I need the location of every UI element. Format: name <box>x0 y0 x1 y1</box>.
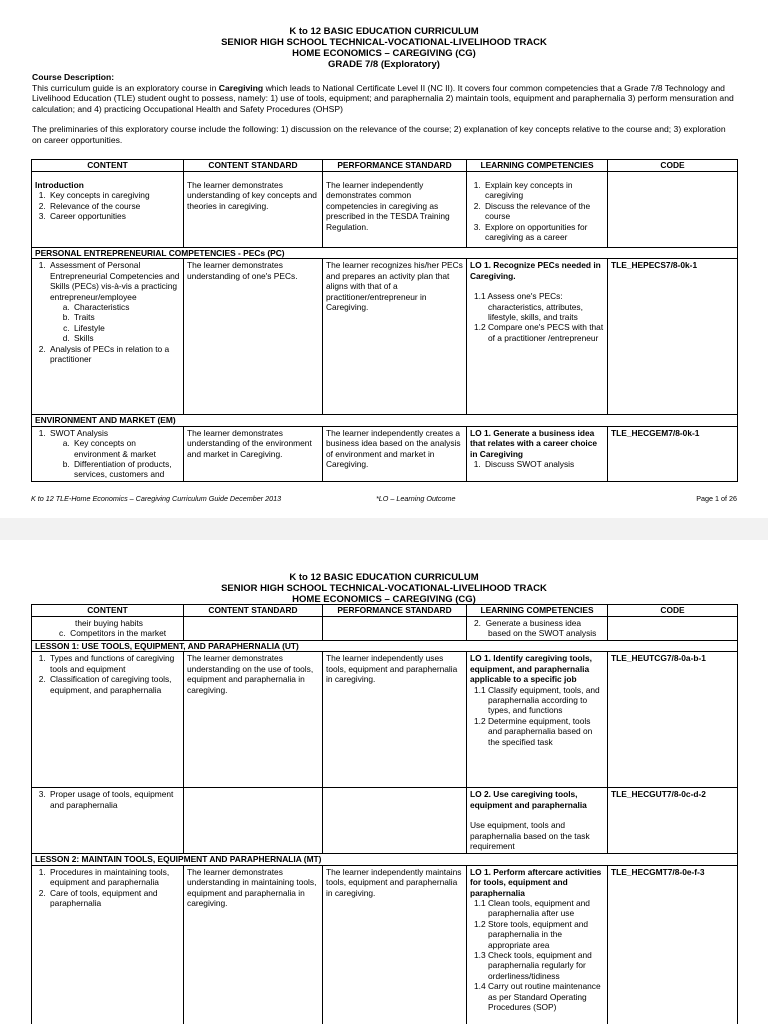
col-content-header: CONTENT <box>32 160 184 172</box>
list-item: 2. Care of tools, equipment and paraphernalia <box>48 888 180 909</box>
intro-competencies <box>470 180 604 242</box>
ut-content-standard: The learner demonstrates understanding on the use of tools, equipment and paraphernalia in caregiving. <box>184 652 323 788</box>
header-line-2: SENIOR HIGH SCHOOL TECHNICAL-VOCATIONAL-LIVELIHOOD TRACK <box>221 37 547 48</box>
course-description-text <box>32 83 736 115</box>
pec-code: TLE_HEPECS7/8-0k-1 <box>608 259 738 415</box>
ut-learning-outcome-1: LO 1. Identify caregiving tools, equipment, and paraphernalia applicable to a specific job <box>470 653 592 685</box>
ut-competency-1-2: 1.2 Determine equipment, tools and paraphernalia based on the specified task <box>474 715 593 747</box>
ut-learning-outcome-2: LO 2. Use caregiving tools, equipment and paraphernalia <box>470 789 587 810</box>
em-code: TLE_HECGEM7/8-0k-1 <box>608 426 738 481</box>
col-learning-competencies-header: LEARNING COMPETENCIES <box>467 605 608 617</box>
intro-list <box>35 190 180 221</box>
header-line-4: GRADE 7/8 (Exploratory) <box>328 59 440 70</box>
pec-performance-standard: The learner recognizes his/her PECs and prepares an activity plan that aligns with that of a practitioner/entrepreneur in Caregiving. <box>323 259 467 415</box>
intro-title: Introduction <box>35 180 84 190</box>
list-item: 3. Proper usage of tools, equipment and paraphernalia <box>48 789 180 810</box>
course-description-heading: Course Description: <box>32 72 115 82</box>
table-header-row <box>32 605 738 617</box>
footer-page-number: Page 1 of 26 <box>696 494 737 503</box>
curriculum-table-page-2 <box>31 604 738 1024</box>
header-line-2: SENIOR HIGH SCHOOL TECHNICAL-VOCATIONAL-LIVELIHOOD TRACK <box>221 583 547 594</box>
list-item: 2. Analysis of PECs in relation to a practitioner <box>48 344 180 365</box>
ut-code-1: TLE_HEUTCG7/8-0a-b-1 <box>608 652 738 788</box>
em-list <box>35 428 180 480</box>
table-row-em <box>32 426 738 481</box>
section-row-em <box>32 415 738 426</box>
ut-2-content-standard <box>184 788 323 854</box>
em-performance-standard: The learner independently creates a business idea based on the analysis of environment and market in Caregiving. <box>323 426 467 481</box>
em-cont-content-standard <box>184 617 323 641</box>
header-line-1: K to 12 BASIC EDUCATION CURRICULUM <box>289 26 479 37</box>
col-code-header: CODE <box>608 160 738 172</box>
ut-performance-standard: The learner independently uses tools, equipment and paraphernalia in caregiving. <box>323 652 467 788</box>
table-row-introduction <box>32 172 738 248</box>
table-row-pecs <box>32 259 738 415</box>
pec-learning-outcome: LO 1. Recognize PECs needed in Caregiving. <box>470 260 601 281</box>
col-code-header: CODE <box>608 605 738 617</box>
em-learning-outcome: LO 1. Generate a business idea that relates with a career choice in Caregiving <box>470 427 598 459</box>
section-row-mt <box>32 854 738 865</box>
section-row-pecs <box>32 248 738 259</box>
section-title-pecs: PERSONAL ENTREPRENEURIAL COMPETENCIES - PECs (PC) <box>32 248 738 259</box>
footer-page-1 <box>31 494 737 503</box>
col-learning-competencies-header: LEARNING COMPETENCIES <box>467 160 608 172</box>
list-item: 1. Procedures in maintaining tools, equipment and paraphernalia <box>48 867 180 888</box>
mt-list <box>35 867 180 909</box>
document-header-page-2 <box>0 572 768 605</box>
mt-code: TLE_HECGMT7/8-0e-f-3 <box>608 865 738 1024</box>
pec-competency-1-1: 1.1 Assess one's PECs: characteristics, attributes, lifestyle, skills, and traits <box>474 291 583 323</box>
list-item: 1. Key concepts in caregiving <box>48 190 180 200</box>
pec-item-1: Assessment of Personal Entrepreneurial Competencies and Skills (PECs) vis-à-vis a practicing entrepreneur/employee <box>50 260 180 302</box>
list-item <box>48 260 180 343</box>
desc-post: which leads to National Certificate Level II (NC II). It covers four common competencies that a Grade 7/8 Technology and Livelihood Education (TLE) student ought to possess, namely: 1) use of tools, equipment; and paraphernalia 2) maintain tools, equipment and paraphernalia 3) perform mensuration and calculation; and 4) practicing Occupational Health and Safety Procedures (OHSP) <box>32 82 734 114</box>
table-row-ut-1 <box>32 652 738 788</box>
em-sublist <box>50 438 180 480</box>
em-sub3: c. Competitors in the market <box>59 628 167 639</box>
em-content-standard: The learner demonstrates understanding of the environment and market in Caregiving. <box>184 426 323 481</box>
section-title-ut: LESSON 1: USE TOOLS, EQUIPMENT, AND PARAPHERNALIA (UT) <box>32 641 738 652</box>
list-item: 3. Explore on opportunities for caregiving as a career <box>483 222 604 243</box>
em-item-1: SWOT Analysis <box>50 427 109 438</box>
intro-performance-standard: The learner independently demonstrates common competencies in caregiving as prescribed in the TESDA Training Regulation. <box>323 172 467 248</box>
course-preliminaries: The preliminaries of this exploratory course include the following: 1) discussion on the relevance of the course; 2) explanation of key concepts relative to the course and; 3) exploration on career opportunities. <box>32 124 726 145</box>
col-content-standard-header: CONTENT STANDARD <box>184 160 323 172</box>
curriculum-table-page-1 <box>31 159 738 482</box>
em-cont-performance-standard <box>323 617 467 641</box>
table-row-ut-2 <box>32 788 738 854</box>
mt-performance-standard: The learner independently maintains tools, equipment and paraphernalia in caregiving. <box>323 865 467 1024</box>
ut-code-2: TLE_HECGUT7/8-0c-d-2 <box>608 788 738 854</box>
course-description <box>0 72 768 146</box>
em-sub2-continued: their buying habits <box>75 618 143 628</box>
col-performance-standard-header: PERFORMANCE STANDARD <box>323 160 467 172</box>
pec-sublist <box>50 302 180 344</box>
pec-competency-1-2: 1.2 Compare one's PECS with that of a practitioner /entrepreneur <box>474 322 604 343</box>
mt-competency-1-3: 1.3 Check tools, equipment and paraphernalia regularly for orderliness/tidiness <box>474 950 592 981</box>
mt-competency-1-2: 1.2 Store tools, equipment and paraphernalia in the appropriate area <box>474 918 589 950</box>
list-item: b. Differentiation of products, services, customers and <box>72 459 180 480</box>
table-row-mt <box>32 865 738 1024</box>
document-header <box>0 26 768 70</box>
col-content-standard-header: CONTENT STANDARD <box>184 605 323 617</box>
mt-content-standard: The learner demonstrates understanding in maintaining tools, equipment and paraphernalia in caregiving. <box>184 865 323 1024</box>
page-gap <box>0 518 768 540</box>
list-item: 1. Explain key concepts in caregiving <box>483 180 604 201</box>
desc-pre: This curriculum guide is an exploratory course in <box>32 82 219 93</box>
ut-2-performance-standard <box>323 788 467 854</box>
col-performance-standard-header: PERFORMANCE STANDARD <box>323 605 467 617</box>
list-item: 2. Relevance of the course <box>48 201 180 211</box>
header-line-1: K to 12 BASIC EDUCATION CURRICULUM <box>289 572 479 583</box>
list-item: 2. Classification of caregiving tools, equipment, and paraphernalia <box>48 674 180 695</box>
header-line-3: HOME ECONOMICS – CAREGIVING (CG) <box>292 48 476 59</box>
section-title-mt: LESSON 2: MAINTAIN TOOLS, EQUIPMENT AND PARAPHERNALIA (MT) <box>32 854 738 865</box>
list-item <box>48 428 180 480</box>
mt-competency-1-4: 1.4 Carry out routine maintenance as per Standard Operating Procedures (SOP) <box>474 981 601 1013</box>
list-item: d. Skills <box>72 333 180 343</box>
desc-bold: Caregiving <box>218 82 264 93</box>
header-line-3: HOME ECONOMICS – CAREGIVING (CG) <box>292 594 476 605</box>
footer-center: *LO – Learning Outcome <box>376 494 456 503</box>
mt-competency-1-1: 1.1 Clean tools, equipment and paraphernalia after use <box>474 898 590 919</box>
list-item: a. Characteristics <box>72 302 180 312</box>
footer-left: K to 12 TLE-Home Economics – Caregiving Curriculum Guide December 2013 <box>31 494 282 503</box>
list-item: 3. Career opportunities <box>48 211 180 221</box>
ut-competency-1-1: 1.1 Classify equipment, tools, and paraphernalia according to types, and functions <box>474 684 600 716</box>
intro-content-standard: The learner demonstrates understanding of key concepts and theories in caregiving. <box>184 172 323 248</box>
em-cont-code <box>608 617 738 641</box>
em-competencies <box>470 459 604 469</box>
section-title-em: ENVIRONMENT AND MARKET (EM) <box>32 415 738 426</box>
pec-list <box>35 260 180 364</box>
mt-learning-outcome: LO 1. Perform aftercare activities for tools, equipment and paraphernalia <box>470 866 602 898</box>
list-item: 1. Discuss SWOT analysis <box>483 459 604 469</box>
list-item: b. Traits <box>72 312 180 322</box>
ut-list <box>35 653 180 695</box>
col-content-header: CONTENT <box>32 605 184 617</box>
section-row-ut <box>32 641 738 652</box>
page-2 <box>0 540 768 1024</box>
ut-competency-2: Use equipment, tools and paraphernalia based on the task requirement <box>470 820 590 852</box>
table-header-row <box>32 160 738 172</box>
list-item: c. Lifestyle <box>72 323 180 333</box>
pec-content-standard: The learner demonstrates understanding of one's PECs. <box>184 259 323 415</box>
intro-code <box>608 172 738 248</box>
list-item: 2. Discuss the relevance of the course <box>483 201 604 222</box>
list-item: 1. Types and functions of caregiving tools and equipment <box>48 653 180 674</box>
list-item: a. Key concepts on environment & market <box>72 438 180 459</box>
em-competency-2: 2. Generate a business idea based on the SWOT analysis <box>474 618 597 639</box>
table-row-em-continued <box>32 617 738 641</box>
ut-list-continued <box>35 789 180 810</box>
